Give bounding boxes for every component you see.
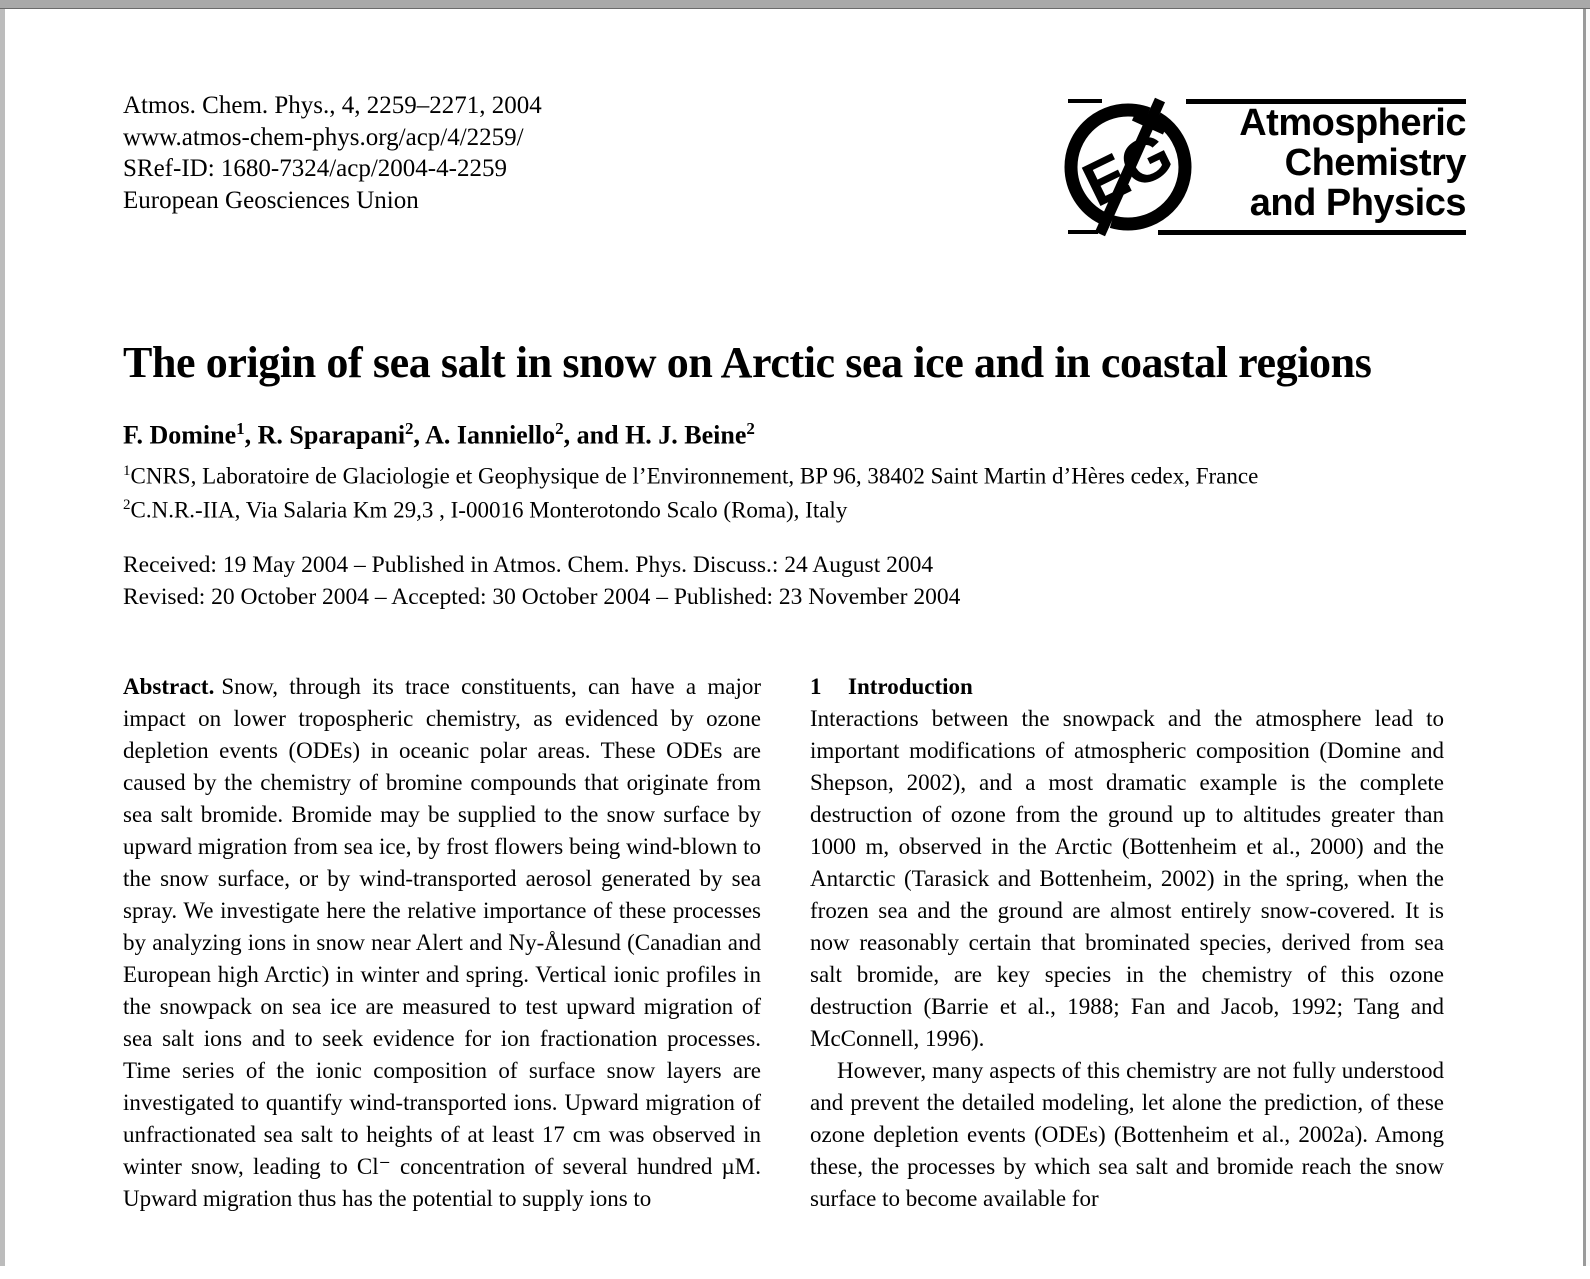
- logo-wordmark-line: Atmospheric: [1239, 102, 1466, 144]
- body-columns: [123, 671, 1444, 1279]
- introduction-column: [810, 671, 1444, 1279]
- author-name: and H. J. Beine: [576, 420, 747, 450]
- affiliation-line: $^1$CNRS, Laboratoire de Glaciologie et Geophysique de l’Environnement, BP 96, 38402 Saint Martin d’Hères cedex, France: [123, 463, 1259, 489]
- viewer-right-gutter: [1586, 9, 1590, 1266]
- author-name: A. Ianniello: [425, 420, 556, 450]
- journal-sref-id: SRef-ID: 1680-7324/acp/2004-4-2259: [123, 155, 507, 183]
- journal-publisher: European Geosciences Union: [123, 186, 419, 214]
- introduction-paragraph-1: Interactions between the snowpack and the atmosphere lead to important modifications of atmospheric composition (Domine and Shepson, 2002), and a most dramatic example is the complete destruction of ozone from the ground up to altitudes greater than 1000 m, observed in the Arctic (Bottenheim et al., 2000) and the Antarctic (Tarasick and Bottenheim, 2002) in the spring, when the frozen sea and the ground are almost entirely snow-covered. It is now reasonably certain that brominated species, derived from sea salt bromide, are key species in the chemistry of this ozone destruction (Barrie et al., 1988; Fan and Jacob, 1992; Tang and McConnell, 1996).: [810, 706, 1444, 1051]
- logo-wordmark-line: Chemistry: [1284, 142, 1466, 184]
- received-line: Received: 19 May 2004 – Published in Atmos. Chem. Phys. Discuss.: 24 August 2004: [123, 552, 934, 578]
- journal-citation: Atmos. Chem. Phys., 4, 2259–2271, 2004: [123, 92, 542, 119]
- abstract-label: Abstract.: [123, 674, 215, 699]
- section-number: 1: [810, 674, 822, 699]
- viewer-left-edge: [0, 9, 5, 1266]
- author-affiliation-superscript: 2: [555, 419, 564, 438]
- abstract-text: Snow, through its trace constituents, can have a major impact on lower tropospheric chemistry, as evidenced by ozone depletion events (ODEs) in oceanic polar areas. These ODEs are caused by the chemistry of bromine compounds that originate from sea salt bromide. Bromide may be supplied to the snow surface by upward migration from sea ice, by frost flowers being wind-blown to the snow surface, or by wind-transported aerosol generated by sea spray. We investigate here the relative importance of these processes by analyzing ions in snow near Alert and Ny-Ålesund (Canadian and European high Arctic) in winter and spring. Vertical ionic profiles in the snowpack on sea ice are measured to test upward migration of sea salt ions and to seek evidence for ion fractionation processes. Time series of the ionic composition of surface snow layers are investigated to quantify wind-transported ions. Upward migration of unfractionated sea salt to heights of at least 17 cm was observed in winter snow, leading to Cl⁻ concentration of several hundred µM. Upward migration thus has the potential to supply ions to: [123, 674, 761, 1211]
- introduction-heading: [810, 671, 1444, 703]
- introduction-paragraph-2: However, many aspects of this chemistry are not fully understood and prevent the detailed modeling, let alone the prediction, of these ozone depletion events (ODEs) (Bottenheim et al., 2002a). Among these, the processes by which sea salt and bromide reach the snow surface to become available for: [810, 1058, 1444, 1211]
- abstract-column: [123, 671, 761, 1279]
- logo-wordmark: [1170, 103, 1466, 223]
- author-affiliation-superscript: 2: [746, 419, 755, 438]
- logo-wordmark-line: and Physics: [1249, 182, 1466, 224]
- page-title: The origin of sea salt in snow on Arctic sea ice and in coastal regions: [123, 338, 1372, 387]
- author-affiliation-superscript: 1: [236, 419, 245, 438]
- abstract-paragraph: [123, 671, 761, 1215]
- affiliations-block: [123, 457, 1258, 525]
- svg-text:EG: EG: [1072, 119, 1184, 221]
- affiliation-superscript: 1: [123, 463, 131, 479]
- journal-reference-block: [123, 90, 542, 216]
- dates-block: [123, 550, 960, 613]
- section-title: Introduction: [848, 674, 973, 699]
- revised-line: Revised: 20 October 2004 – Accepted: 30 October 2004 – Published: 23 November 2004: [123, 583, 961, 610]
- author-name: R. Sparapani: [257, 420, 406, 450]
- viewer-top-edge: [0, 0, 1590, 9]
- journal-url: www.atmos-chem-phys.org/acp/4/2259/: [123, 123, 524, 151]
- author-name: F. Domine: [123, 420, 237, 450]
- affiliation-superscript: 2: [123, 497, 131, 514]
- author-affiliation-superscript: 2: [405, 419, 414, 438]
- affiliation-line: $^2$C.N.R.-IIA, Via Salaria Km 29,3 , I-00016 Monterotondo Scalo (Roma), Italy: [123, 497, 848, 523]
- authors-line: F. Domine$^1$, R. Sparapani$^2$, A. Ianniello$^2$, and H. J. Beine$^2$: [123, 419, 755, 450]
